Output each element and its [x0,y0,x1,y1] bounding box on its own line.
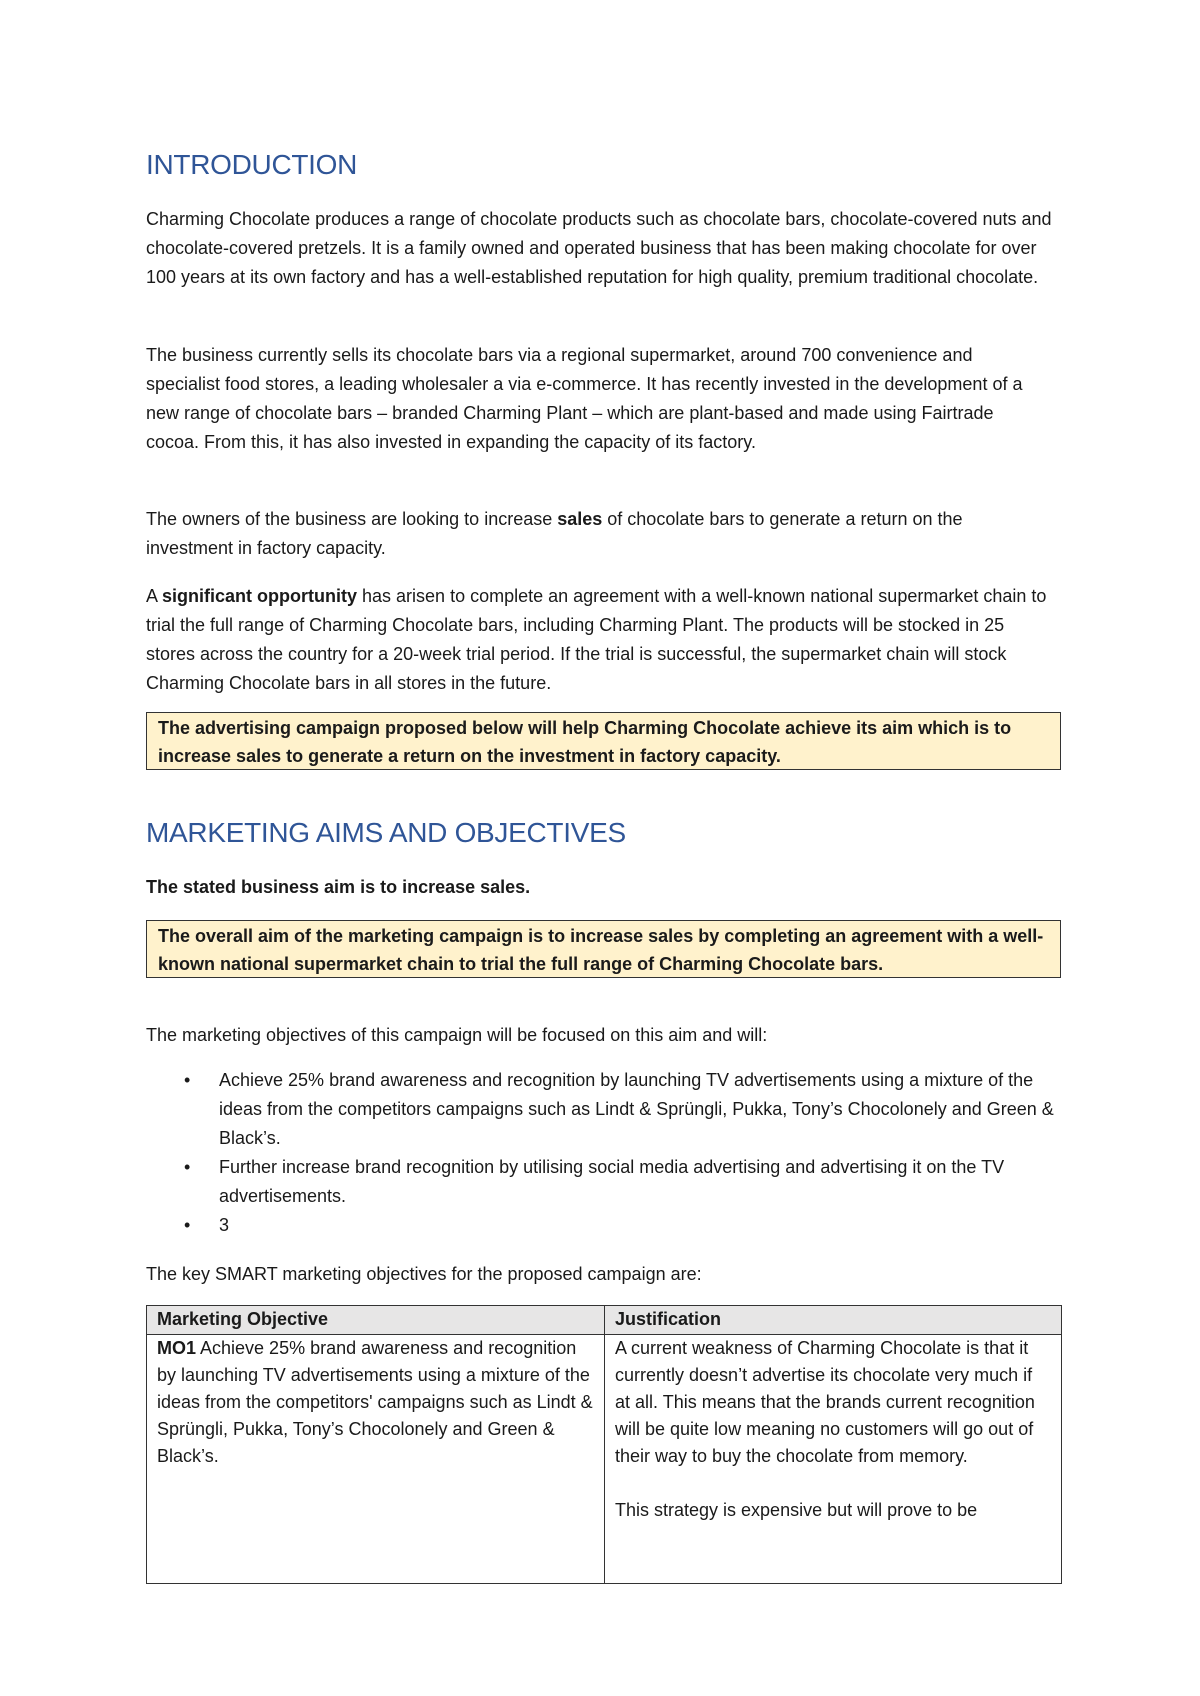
column-header: Marketing Objective [147,1306,605,1335]
marketing-heading: MARKETING AIMS AND OBJECTIVES [146,817,626,848]
bullet-icon: • [184,1215,191,1235]
table-header-row [147,1306,1062,1335]
stated-aim: The stated business aim is to increase sales. [146,877,531,897]
emphasis-sales: sales [557,509,603,529]
list-item: • 3 [146,1211,1066,1240]
introduction-heading: INTRODUCTION [146,149,358,180]
bullet-icon: • [184,1157,191,1177]
table-row [147,1335,1062,1584]
smart-intro: The key SMART marketing objectives for the proposed campaign are: [146,1264,702,1284]
intro-paragraph-3: The owners of the business are looking to increase sales of chocolate bars to generate a return on the investment in factory capacity. [146,509,963,558]
intro-highlight-box: The advertising campaign proposed below will help Charming Chocolate achieve its aim which is to increase sales to generate a return on the investment in factory capacity. [146,712,1061,770]
intro-paragraph-1: Charming Chocolate produces a range of chocolate products such as chocolate bars, chocolate-covered nuts and chocolate-covered pretzels. It is a family owned and operated business that has been making chocolate for over 100 years at its own factory and has a well-established reputation for high quality, premium traditional chocolate. [146,209,1052,287]
intro-paragraph-2: The business currently sells its chocolate bars via a regional supermarket, around 700 convenience and specialist food stores, a leading wholesaler a via e-commerce. It has recently invested in the development of a new range of chocolate bars – branded Charming Plant – which are plant-based and made using Fairtrade cocoa. From this, it has also invested in expanding the capacity of its factory. [146,345,1023,452]
objectives-list [146,1066,1066,1240]
aim-highlight-box: The overall aim of the marketing campaign is to increase sales by completing an agreement with a well-known national supermarket chain to trial the full range of Charming Chocolate bars. [146,920,1061,978]
table-cell-objective: MO1 Achieve 25% brand awareness and recognition by launching TV advertisements using a mixture of the ideas from the competitors' campaigns such as Lindt & Sprüngli, Pukka, Tony’s Chocolonely and Green & Black’s. [147,1335,605,1584]
objective-code: MO1 [157,1338,197,1358]
objectives-intro: The marketing objectives of this campaign will be focused on this aim and will: [146,1025,768,1045]
bullet-icon: • [184,1070,191,1090]
emphasis-opportunity: significant opportunity [162,586,358,606]
intro-paragraph-4: A significant opportunity has arisen to complete an agreement with a well-known national supermarket chain to trial the full range of Charming Chocolate bars, including Charming Plant. The products will be stocked in 25 stores across the country for a 20-week trial period. If the trial is successful, the supermarket chain will stock Charming Chocolate bars in all stores in the future. [146,586,1047,693]
list-item: • Further increase brand recognition by utilising social media advertising and advertising it on the TV advertisements. [146,1153,1066,1211]
table-cell-justification: A current weakness of Charming Chocolate is that it currently doesn’t advertise its chocolate very much if at all. This means that the brands current recognition will be quite low meaning no customers will go out of their way to buy the chocolate from memory. This strategy is expensive but will prove to be [605,1335,1062,1584]
objectives-table [146,1305,1062,1584]
column-header: Justification [605,1306,1062,1335]
list-item: • Achieve 25% brand awareness and recognition by launching TV advertisements using a mixture of the ideas from the competitors campaigns such as Lindt & Sprüngli, Pukka, Tony’s Chocolonely and Green & Black’s. [146,1066,1066,1153]
